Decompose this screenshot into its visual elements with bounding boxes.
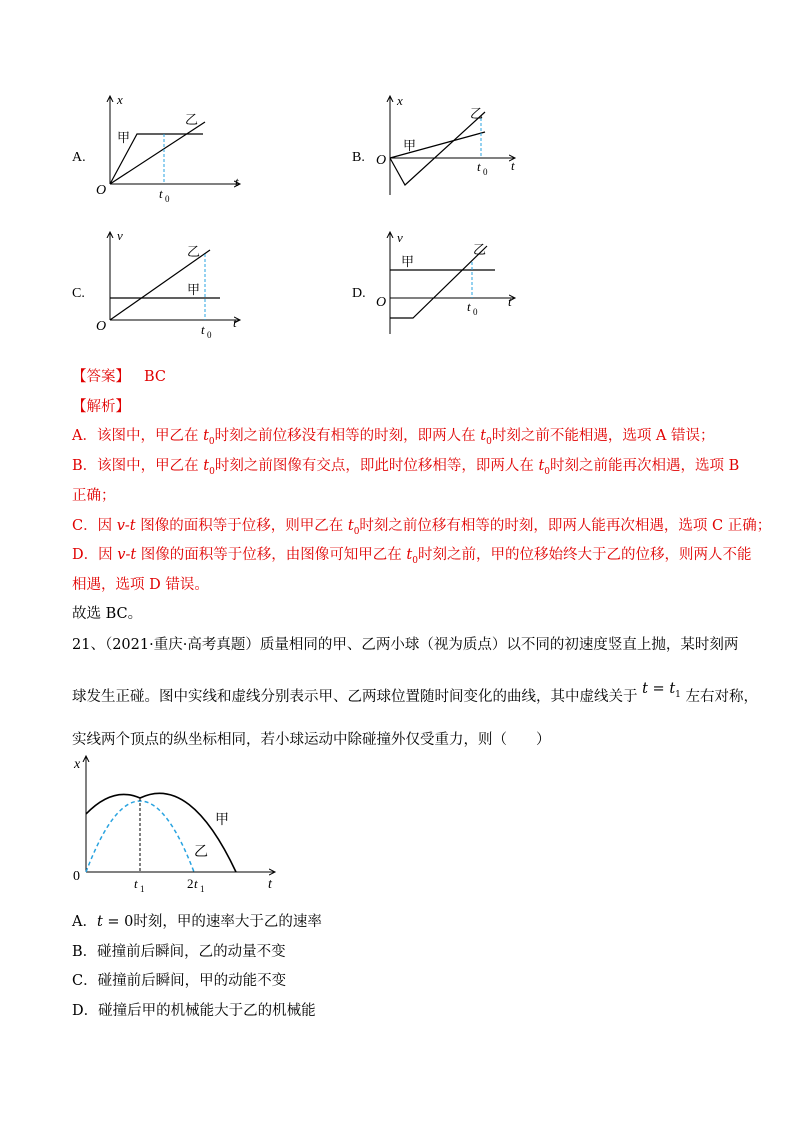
graph-c-t0: t [201, 322, 205, 337]
analysis-line-d2: 相遇，选项 D 错误。 [72, 577, 209, 593]
q21-option-d[interactable]: D．碰撞后甲的机械能大于乙的机械能 [72, 1003, 316, 1019]
graph-a-origin: O [96, 183, 107, 198]
q21-jia: 甲 [215, 813, 229, 828]
graph-a-t0-sub: 0 [165, 194, 170, 204]
answer-line [72, 368, 166, 386]
graph-c-jia: 甲 [187, 282, 201, 297]
analysis-tag: 【解析】 [72, 399, 130, 415]
q21-origin: 0 [73, 869, 80, 884]
graph-c-t0-sub: 0 [207, 330, 212, 340]
option-a-label: A. [72, 150, 86, 165]
q21-line2: 球发生正碰。图中实线和虚线分别表示甲、乙两球位置随时间变化的曲线，其中虚线关于 $t = t_1$ 左右对称， [72, 681, 758, 705]
graph-b-t0: t [477, 159, 481, 174]
analysis-line-c: C．因 v-t 图像的面积等于位移，则甲乙在 $t_0$时刻之前位移有相等的时刻，即两人能再次相遇，选项 C 正确； [72, 518, 772, 537]
q21-option-c[interactable]: C．碰撞前后瞬间，甲的动能不变 [72, 973, 287, 989]
graph-a-jia: 甲 [117, 130, 131, 145]
graph-d-t0-sub: 0 [473, 307, 478, 317]
analysis-line-b1: B．该图中，甲乙在 $t_0$时刻之前图像有交点，即此时位移相等，即两人在 $t_0$时刻之前能再次相遇，选项 B [72, 458, 740, 477]
graph-d [375, 226, 535, 346]
q21-t1: t [134, 876, 138, 891]
option-d-label: D. [352, 286, 366, 301]
graph-d-origin: O [376, 295, 387, 310]
graph-d-ylabel: v [397, 230, 403, 245]
q21-2t1-sub: 1 [200, 884, 205, 892]
graph-a [95, 90, 255, 210]
graph-d-jia: 甲 [401, 254, 415, 269]
analysis-conclusion: 故选 BC。 [72, 606, 143, 622]
q21-2t1: t [194, 876, 198, 891]
option-b-label: B. [352, 150, 365, 165]
q21-graph [70, 752, 290, 892]
graph-c-ylabel: v [117, 228, 123, 243]
analysis-line-d1: D．因 v-t 图像的面积等于位移，由图像可知甲乙在 $t_0$时刻之前，甲的位移始终大于乙的位移，则两人不能 [72, 547, 752, 566]
q21-t1-sub: 1 [140, 884, 145, 892]
graph-b-origin: O [376, 153, 387, 168]
q21-line3: 实线两个顶点的纵坐标相同，若小球运动中除碰撞外仅受重力，则（ ） [72, 732, 551, 748]
graph-b-jia: 甲 [403, 138, 417, 153]
answer-tag: 【答案】 [72, 369, 130, 385]
q21-option-b[interactable]: B．碰撞前后瞬间，乙的动量不变 [72, 944, 286, 960]
q21-line1: 21、（2021·重庆·高考真题）质量相同的甲、乙两小球（视为质点）以不同的初速度竖直上抛，某时刻两 [72, 637, 739, 653]
graph-d-t0: t [467, 299, 471, 314]
graph-b-ylabel: x [397, 93, 403, 108]
graph-a-ylabel: x [117, 92, 123, 107]
graph-b-yi: 乙 [470, 106, 484, 121]
graph-b-xlabel: t [511, 158, 515, 173]
analysis-line-a: A．该图中，甲乙在 $t_0$时刻之前位移没有相等的时刻，即两人在 $t_0$时刻之前不能相遇，选项 A 错误； [72, 428, 715, 447]
graph-c [95, 226, 255, 346]
graph-c-yi: 乙 [187, 244, 201, 259]
graph-b [375, 90, 535, 210]
graph-b-t0-sub: 0 [483, 167, 488, 177]
answer-value: BC [144, 369, 167, 385]
graph-a-xlabel: t [235, 174, 239, 189]
graph-d-yi: 乙 [473, 242, 487, 257]
q21-two: 2 [187, 876, 194, 891]
graph-d-xlabel: t [508, 294, 512, 309]
analysis-line-b2: 正确； [72, 488, 116, 504]
option-c-label: C. [72, 286, 85, 301]
graph-a-t0: t [159, 186, 163, 201]
q21-yi: 乙 [194, 845, 208, 860]
q21-option-a[interactable]: A．t = 0时刻，甲的速率大于乙的速率 [72, 914, 322, 930]
graph-c-origin: O [96, 319, 107, 334]
graph-c-xlabel: t [233, 315, 237, 330]
graph-a-yi: 乙 [185, 112, 199, 127]
q21-xlabel: t [268, 877, 272, 892]
q21-ylabel: x [74, 757, 81, 772]
